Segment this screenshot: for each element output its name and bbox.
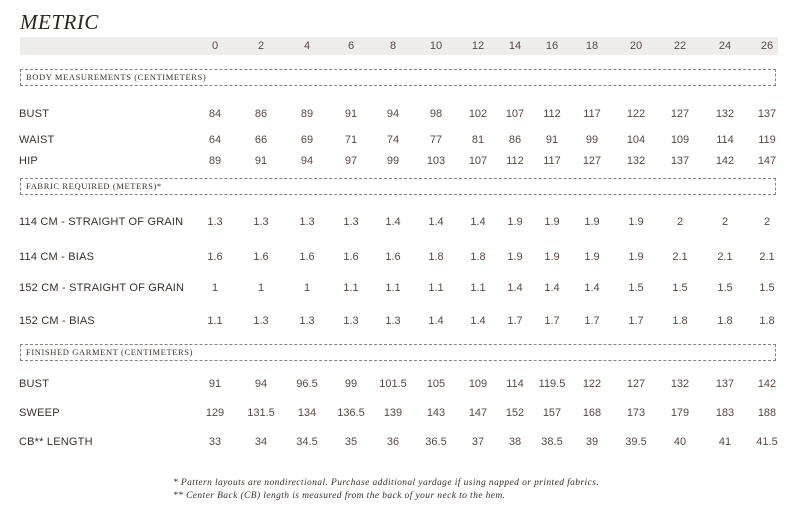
value-cell: 36.5 <box>425 436 447 448</box>
value-cell: 137 <box>670 155 690 167</box>
value-cell: 132 <box>626 155 646 167</box>
size-header-cell: 16 <box>545 40 559 52</box>
value-cell: 37 <box>471 436 485 448</box>
value-cell: 142 <box>715 155 735 167</box>
row-label: WAIST <box>19 134 55 146</box>
value-cell: 1.6 <box>299 251 315 263</box>
size-header-cell: 14 <box>508 40 522 52</box>
value-cell: 122 <box>626 108 646 120</box>
value-cell: 96.5 <box>296 378 318 390</box>
section-header-box <box>20 69 776 86</box>
section-header-box <box>20 344 776 361</box>
value-cell: 105 <box>426 378 446 390</box>
value-cell: 1.4 <box>507 282 523 294</box>
value-cell: 1.9 <box>584 216 600 228</box>
value-cell: 132 <box>715 108 735 120</box>
value-cell: 94 <box>254 378 268 390</box>
value-cell: 132 <box>670 378 690 390</box>
value-cell: 1.5 <box>672 282 688 294</box>
value-cell: 109 <box>670 134 690 146</box>
value-cell: 64 <box>208 134 222 146</box>
value-cell: 34.5 <box>296 436 318 448</box>
value-cell: 1.9 <box>507 216 523 228</box>
value-cell: 1.5 <box>759 282 775 294</box>
value-cell: 34 <box>254 436 268 448</box>
value-cell: 1.4 <box>470 216 486 228</box>
value-cell: 39 <box>585 436 599 448</box>
value-cell: 1.6 <box>253 251 269 263</box>
value-cell: 1.3 <box>207 216 223 228</box>
value-cell: 1.1 <box>428 282 444 294</box>
value-cell: 74 <box>386 134 400 146</box>
value-cell: 142 <box>757 378 777 390</box>
value-cell: 1.9 <box>544 216 560 228</box>
row-label: CB** LENGTH <box>19 436 93 448</box>
size-header-cell: 8 <box>389 40 397 52</box>
value-cell: 98 <box>429 108 443 120</box>
value-cell: 33 <box>208 436 222 448</box>
value-cell: 1.4 <box>428 315 444 327</box>
value-cell: 112 <box>543 108 561 120</box>
value-cell: 99 <box>344 378 358 390</box>
section-title: BODY MEASUREMENTS (CENTIMETERS) <box>26 72 207 82</box>
value-cell: 188 <box>757 407 777 419</box>
value-cell: 127 <box>670 108 690 120</box>
value-cell: 1 <box>257 282 265 294</box>
value-cell: 2.1 <box>717 251 733 263</box>
size-header-cell: 0 <box>211 40 219 52</box>
value-cell: 1.8 <box>759 315 775 327</box>
value-cell: 157 <box>542 407 562 419</box>
value-cell: 2.1 <box>672 251 688 263</box>
value-cell: 1.3 <box>385 315 401 327</box>
value-cell: 1.1 <box>207 315 223 327</box>
row-label: BUST <box>19 378 50 390</box>
size-header-cell: 24 <box>718 40 732 52</box>
value-cell: 36 <box>386 436 400 448</box>
value-cell: 103 <box>426 155 446 167</box>
value-cell: 104 <box>626 134 646 146</box>
value-cell: 122 <box>582 378 602 390</box>
value-cell: 91 <box>208 378 222 390</box>
value-cell: 38.5 <box>541 436 563 448</box>
value-cell: 119.5 <box>538 378 566 390</box>
value-cell: 86 <box>508 134 522 146</box>
value-cell: 1.3 <box>343 216 359 228</box>
value-cell: 101.5 <box>379 378 407 390</box>
value-cell: 127 <box>582 155 602 167</box>
value-cell: 134 <box>297 407 317 419</box>
section-title: FABRIC REQUIRED (METERS)* <box>26 181 162 191</box>
value-cell: 1.4 <box>470 315 486 327</box>
value-cell: 91 <box>545 134 559 146</box>
value-cell: 1.6 <box>343 251 359 263</box>
value-cell: 173 <box>626 407 646 419</box>
value-cell: 129 <box>205 407 225 419</box>
row-label: 152 CM - BIAS <box>19 315 95 327</box>
value-cell: 1 <box>211 282 219 294</box>
value-cell: 1.3 <box>299 216 315 228</box>
value-cell: 1.6 <box>385 251 401 263</box>
value-cell: 139 <box>383 407 403 419</box>
value-cell: 84 <box>208 108 222 120</box>
value-cell: 91 <box>254 155 268 167</box>
value-cell: 1.9 <box>584 251 600 263</box>
size-header-cell: 20 <box>629 40 643 52</box>
value-cell: 39.5 <box>625 436 647 448</box>
value-cell: 1.4 <box>385 216 401 228</box>
value-cell: 137 <box>715 378 735 390</box>
value-cell: 2 <box>763 216 771 228</box>
value-cell: 38 <box>508 436 522 448</box>
value-cell: 66 <box>254 134 268 146</box>
size-header-cell: 2 <box>257 40 265 52</box>
value-cell: 131.5 <box>247 407 275 419</box>
size-header-cell: 18 <box>585 40 599 52</box>
value-cell: 137 <box>757 108 777 120</box>
size-header-cell: 6 <box>347 40 355 52</box>
footnote-fabric: * Pattern layouts are nondirectional. Purchase additional yardage if using napped or printed fabrics. <box>173 478 600 488</box>
value-cell: 102 <box>468 108 488 120</box>
value-cell: 1.5 <box>628 282 644 294</box>
size-header-cell: 26 <box>760 40 774 52</box>
value-cell: 1.6 <box>207 251 223 263</box>
value-cell: 2 <box>721 216 729 228</box>
value-cell: 81 <box>471 134 485 146</box>
value-cell: 2.1 <box>759 251 775 263</box>
footnote-cb-length: ** Center Back (CB) length is measured from the back of your neck to the hem. <box>173 491 506 501</box>
value-cell: 136.5 <box>337 407 365 419</box>
value-cell: 99 <box>585 134 599 146</box>
value-cell: 1.8 <box>428 251 444 263</box>
value-cell: 109 <box>468 378 488 390</box>
value-cell: 97 <box>344 155 358 167</box>
value-cell: 1 <box>303 282 311 294</box>
size-header-cell: 22 <box>673 40 687 52</box>
value-cell: 1.9 <box>628 251 644 263</box>
page-title: METRIC <box>20 10 99 34</box>
value-cell: 1.1 <box>470 282 486 294</box>
value-cell: 1.8 <box>672 315 688 327</box>
value-cell: 86 <box>254 108 268 120</box>
value-cell: 143 <box>426 407 446 419</box>
value-cell: 1.7 <box>628 315 644 327</box>
value-cell: 41 <box>718 436 732 448</box>
value-cell: 1.5 <box>717 282 733 294</box>
value-cell: 1.9 <box>628 216 644 228</box>
value-cell: 1.8 <box>470 251 486 263</box>
value-cell: 1.3 <box>299 315 315 327</box>
value-cell: 147 <box>757 155 777 167</box>
row-label: HIP <box>19 155 38 167</box>
value-cell: 1.9 <box>544 251 560 263</box>
value-cell: 107 <box>468 155 488 167</box>
value-cell: 1.1 <box>343 282 359 294</box>
value-cell: 1.4 <box>584 282 600 294</box>
value-cell: 1.4 <box>428 216 444 228</box>
value-cell: 107 <box>505 108 525 120</box>
value-cell: 117 <box>583 108 601 120</box>
value-cell: 99 <box>386 155 400 167</box>
value-cell: 183 <box>715 407 735 419</box>
value-cell: 40 <box>673 436 687 448</box>
row-label: 114 CM - STRAIGHT OF GRAIN <box>19 216 184 228</box>
value-cell: 119 <box>758 134 776 146</box>
value-cell: 77 <box>429 134 443 146</box>
size-header-cell: 4 <box>303 40 311 52</box>
value-cell: 114 <box>506 378 524 390</box>
value-cell: 71 <box>344 134 358 146</box>
value-cell: 152 <box>505 407 525 419</box>
value-cell: 117 <box>543 155 561 167</box>
value-cell: 1.3 <box>253 216 269 228</box>
size-header-cell: 10 <box>429 40 443 52</box>
value-cell: 1.1 <box>385 282 401 294</box>
value-cell: 1.7 <box>584 315 600 327</box>
value-cell: 1.7 <box>544 315 560 327</box>
value-cell: 89 <box>300 108 314 120</box>
row-label: BUST <box>19 108 50 120</box>
section-header-box <box>20 178 776 195</box>
value-cell: 114 <box>716 134 734 146</box>
value-cell: 35 <box>344 436 358 448</box>
value-cell: 1.4 <box>544 282 560 294</box>
value-cell: 1.9 <box>507 251 523 263</box>
value-cell: 168 <box>582 407 602 419</box>
value-cell: 1.7 <box>507 315 523 327</box>
row-label: SWEEP <box>19 407 60 419</box>
section-title: FINISHED GARMENT (CENTIMETERS) <box>26 347 194 357</box>
value-cell: 112 <box>506 155 524 167</box>
size-header-cell: 12 <box>471 40 485 52</box>
value-cell: 91 <box>344 108 358 120</box>
value-cell: 41.5 <box>756 436 778 448</box>
value-cell: 1.3 <box>343 315 359 327</box>
value-cell: 179 <box>670 407 690 419</box>
value-cell: 94 <box>300 155 314 167</box>
value-cell: 2 <box>676 216 684 228</box>
row-label: 114 CM - BIAS <box>19 251 95 263</box>
row-label: 152 CM - STRAIGHT OF GRAIN <box>19 282 185 294</box>
value-cell: 94 <box>386 108 400 120</box>
value-cell: 1.3 <box>253 315 269 327</box>
value-cell: 127 <box>626 378 646 390</box>
value-cell: 69 <box>300 134 314 146</box>
value-cell: 89 <box>208 155 222 167</box>
value-cell: 147 <box>468 407 488 419</box>
value-cell: 1.8 <box>717 315 733 327</box>
